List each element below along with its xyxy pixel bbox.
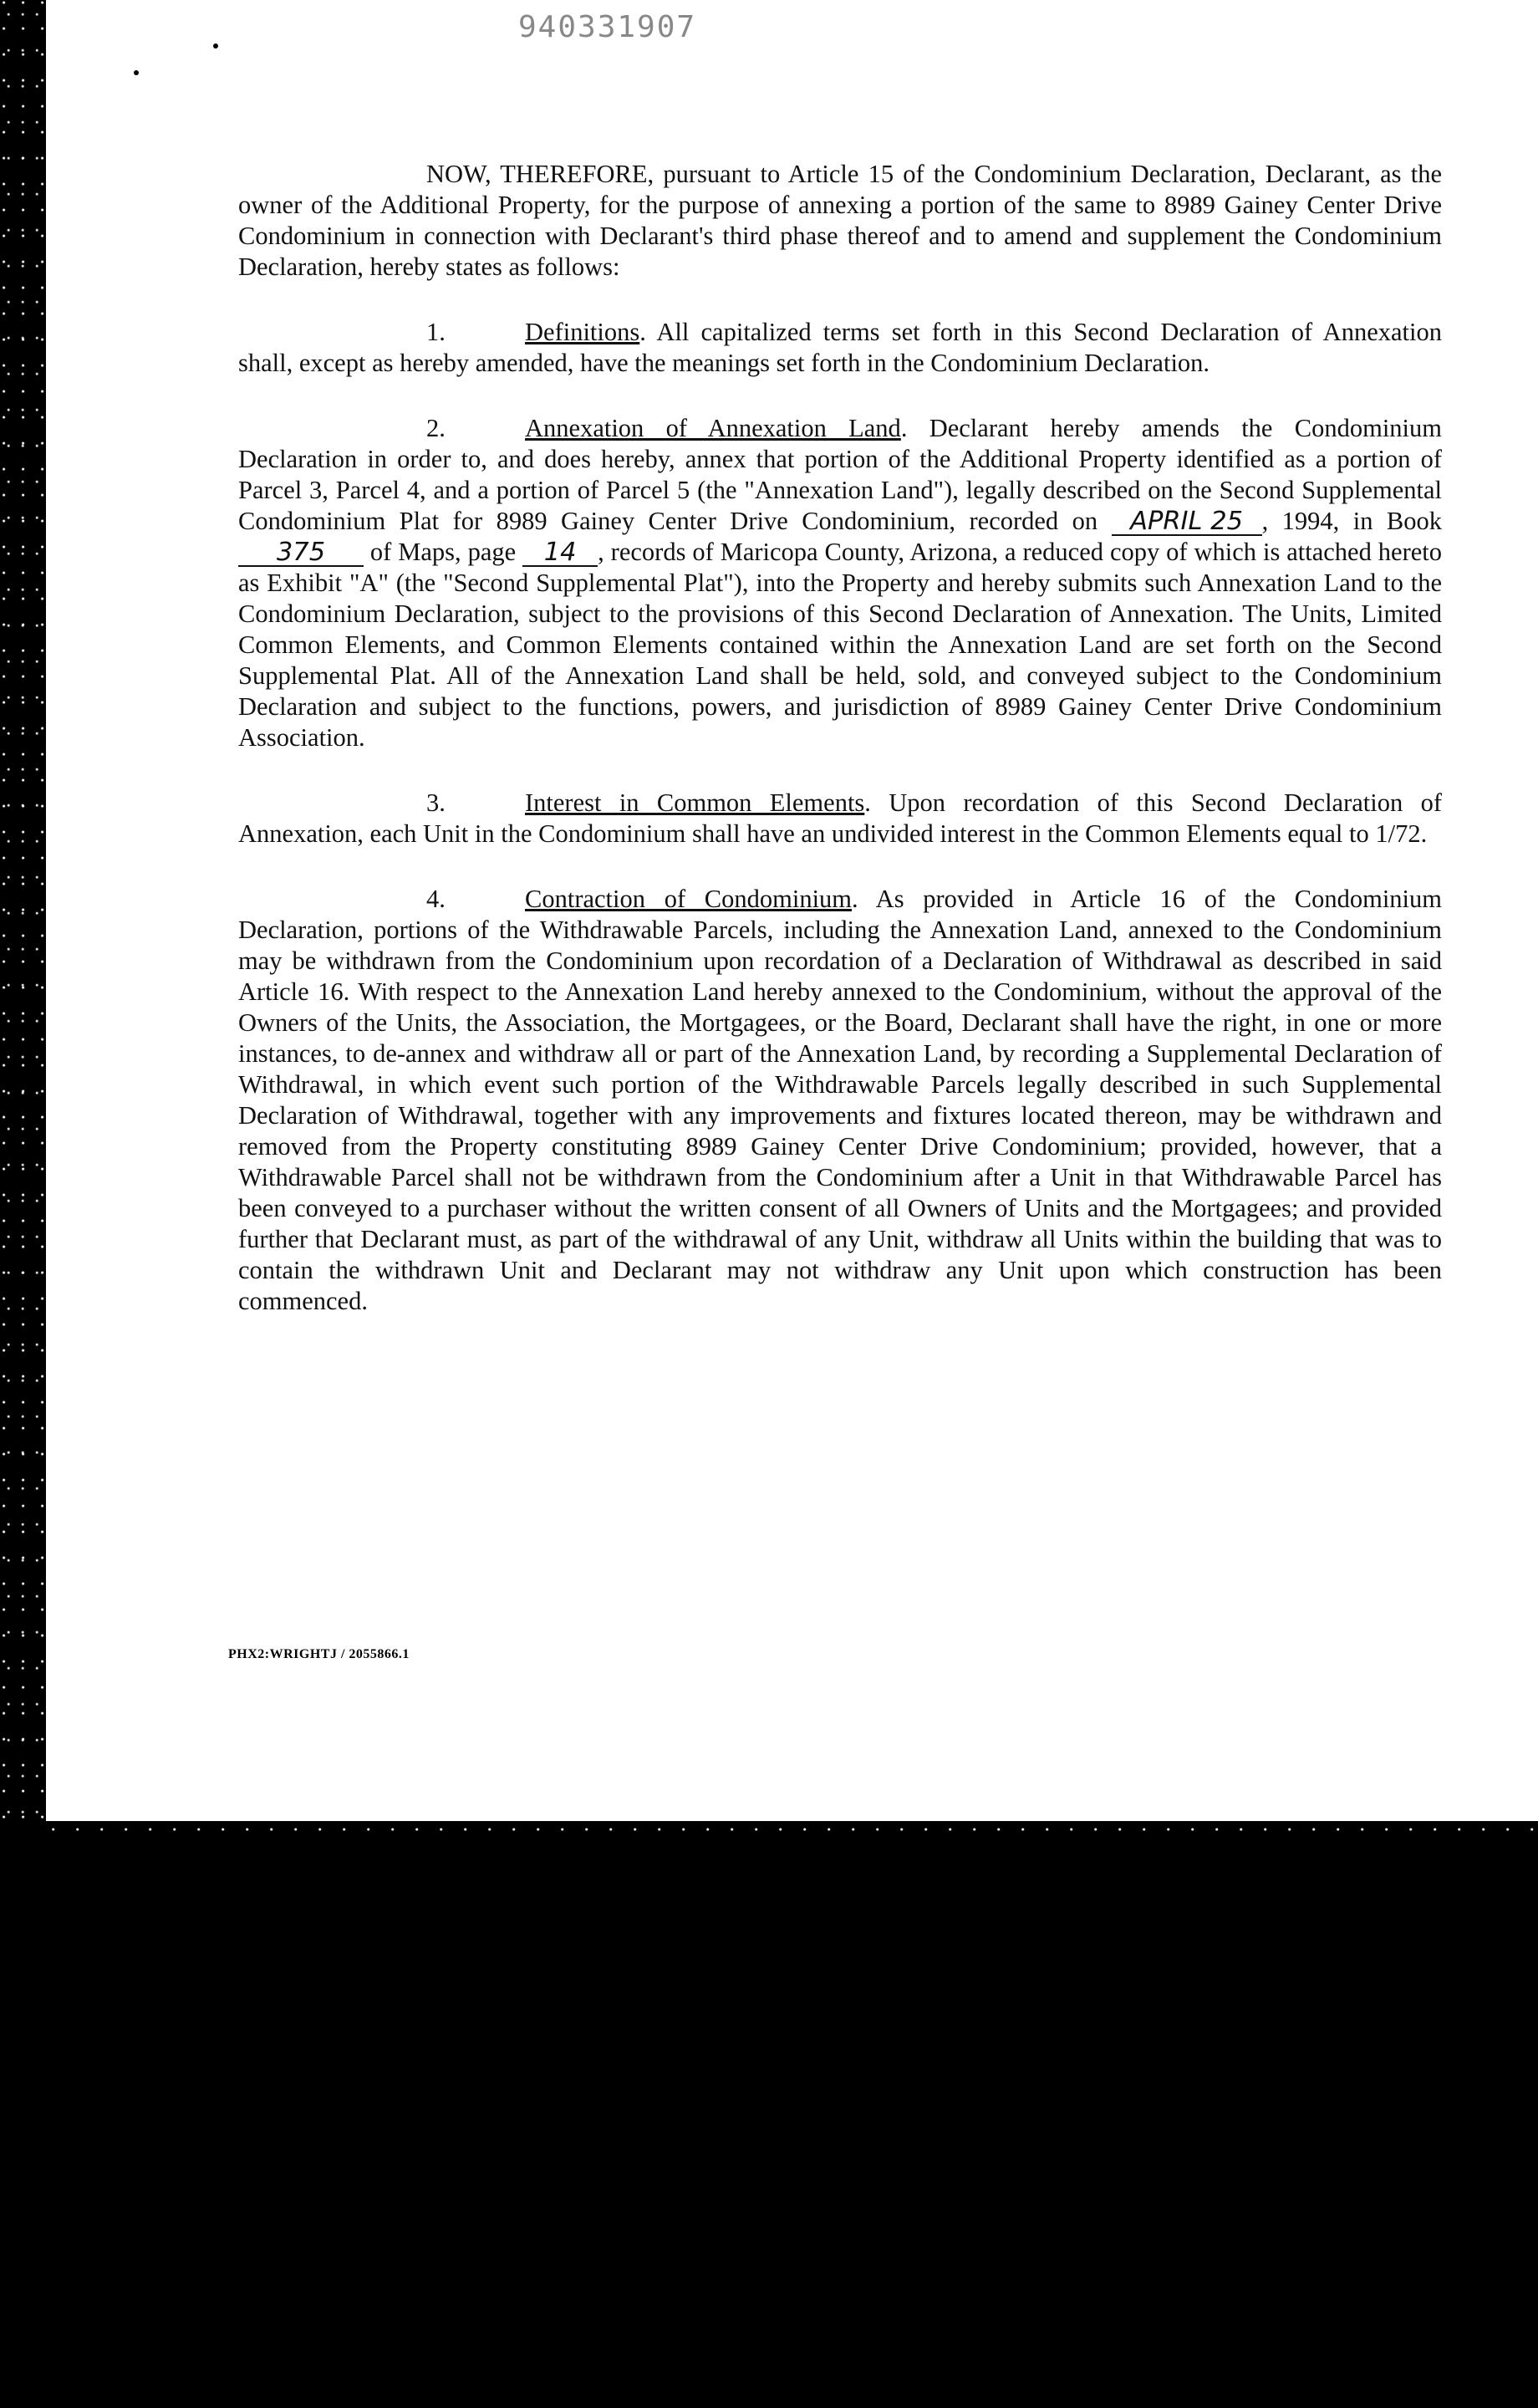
scan-speck <box>213 43 218 48</box>
section-body: , 1994, in Book <box>1261 507 1442 535</box>
section-number: 3. <box>426 788 446 817</box>
section-heading: Interest in Common Elements <box>525 788 865 817</box>
section-body: . Declarant hereby amends the Condominium Declaration in order to, and does hereby, annex that portion of the Additional Property identified as a portion of Parcel 3, Parcel 4, and a portion of Parcel 5 (the "Annexation Land"), legally described on the Second Supplemental Condominium Plat for 8989 Gainey Center Drive Condominium, recorded on <box>238 414 1442 535</box>
section-number: 4. <box>426 885 446 913</box>
section-body: of Maps, page <box>364 538 523 566</box>
intro-paragraph: NOW, THEREFORE, pursuant to Article 15 of the Condominium Declaration, Declarant, as the owner of the Additional Property, for the purpose of annexing a portion of the same to 8989 Gainey Center Drive Condominium in connection with Declarant's third phase thereof and to amend and supplement the Condominium Declaration, hereby states as follows: <box>238 160 1442 281</box>
handwritten-page: 14 <box>522 540 598 567</box>
handwritten-date: APRIL 25 <box>1112 509 1262 536</box>
section-body: , records of Maricopa County, Arizona, a reduced copy of which is attached hereto as Exhibit "A" (the "Second Supplemental Plat"), into the Property and hereby submits such Annexation Land to the Condominium Declaration, subject to the provisions of this Second Declaration of Annexation. The Units, Limited Common Elements, and Common Elements contained within the Annexation Land are set forth on the Second Supplemental Plat. All of the Annexation Land shall be held, sold, and conveyed subject to the Condominium Declaration and subject to the functions, powers, and jurisdiction of 8989 Gainey Center Drive Condominium Association. <box>238 538 1442 752</box>
section-annexation <box>238 413 1442 753</box>
section-contraction <box>238 884 1442 1317</box>
section-body: . Upon recordation of this Second Declaration of Annexation, each Unit in the Condominium shall have an undivided interest in the Common Elements equal to 1/72. <box>238 788 1442 848</box>
scan-bottom-edge <box>46 1814 1538 1833</box>
scan-speck <box>134 70 139 75</box>
section-heading: Contraction of Condominium <box>525 885 853 913</box>
section-body: . All capitalized terms set forth in this Second Declaration of Annexation shall, except as hereby amended, have the meanings set forth in the Condominium Declaration. <box>238 318 1442 377</box>
section-interest <box>238 788 1442 849</box>
handwritten-book: 375 <box>238 540 364 567</box>
section-number: 2. <box>426 414 446 442</box>
document-body <box>238 159 1442 1351</box>
section-definitions <box>238 317 1442 379</box>
section-body: . As provided in Article 16 of the Condominium Declaration, portions of the Withdrawable Parcels, including the Annexation Land, annexed to the Condominium may be withdrawn from the Condominium upon recordation of a Declaration of Withdrawal as described in said Article 16. With respect to the Annexation Land hereby annexed to the Condominium, without the approval of the Owners of the Units, the Association, the Mortgagees, or the Board, Declarant shall have the right, in one or more instances, to de-annex and withdraw all or part of the Annexation Land, by recording a Supplemental Declaration of Withdrawal, in which event such portion of the Withdrawable Parcels legally described in such Supplemental Declaration of Withdrawal, together with any improvements and fixtures located thereon, may be withdrawn and removed from the Property constituting 8989 Gainey Center Drive Condominium; provided, however, that a Withdrawable Parcel shall not be withdrawn from the Condominium after a Unit in that Withdrawable Parcel has been conveyed to a purchaser without the written consent of all Owners of Units and the Mortgagees; and provided further that Declarant must, as part of the withdrawal of any Unit, withdraw all Units within the building that was to contain the withdrawn Unit and Declarant may not withdraw any Unit upon which construction has been commenced. <box>238 885 1442 1315</box>
section-number: 1. <box>426 318 446 346</box>
section-heading: Annexation of Annexation Land <box>525 414 901 442</box>
section-heading: Definitions <box>525 318 640 346</box>
recording-stamp: 940331907 <box>518 10 697 44</box>
document-footer-id: PHX2:WRIGHTJ / 2055866.1 <box>228 1647 410 1661</box>
